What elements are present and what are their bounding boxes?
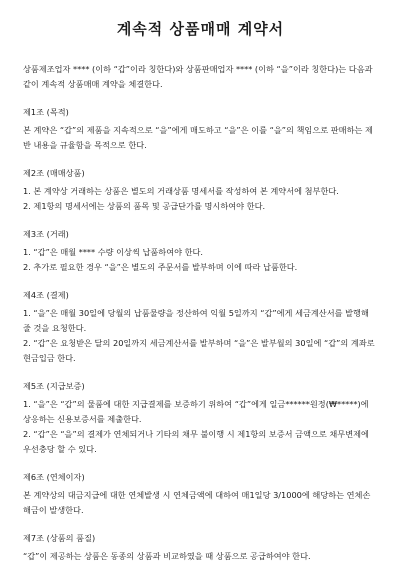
intro-paragraph: 상품제조업자 **** (이하 “갑”이라 칭한다)와 상품판매업자 **** (이하 “을”이라 칭한다)는 다음과 같이 계속적 상품매매 계약을 체결한다. xyxy=(23,64,373,89)
article-2 xyxy=(23,166,378,214)
article-heading: 제7조 (상품의 품질) xyxy=(23,533,96,543)
article-paragraph: 2. “갑”은 “을”의 결제가 연체되거나 기타의 채무 불이행 시 제1항의 보증서 금액으로 채무변제에 우선충당 할 수 있다. xyxy=(23,429,369,454)
article-paragraph: 1. 본 계약상 거래하는 상품은 별도의 거래상품 명세서를 작성하여 본 계약서에 첨부한다. xyxy=(23,186,339,196)
article-paragraph: 1. “갑”은 매월 **** 수량 이상씩 납품하여야 한다. xyxy=(23,247,204,257)
article-4 xyxy=(23,288,378,366)
article-paragraph: 2. 추가로 필요한 경우 “을”은 별도의 주문서를 발부하며 이에 따라 납품한다. xyxy=(23,262,298,272)
article-heading: 제2조 (매매상품) xyxy=(23,168,85,178)
article-paragraph: 본 계약은 “갑”의 제품을 지속적으로 “을”에게 매도하고 “을”은 이를 “을”의 책임으로 판매하는 제반 내용을 규율함을 목적으로 한다. xyxy=(23,125,373,150)
article-paragraph: 2. “갑”은 요청받은 달의 20일까지 세금계산서를 발부하며 “을”은 발부월의 30일에 “갑”의 계좌로 현금입금 한다. xyxy=(23,338,375,363)
article-paragraph: 1. “을”은 “갑”의 물품에 대한 지급결제를 보증하기 위하여 “갑”에게 일금******원정(₩*****)에 상응하는 신용보증서를 제출한다. xyxy=(23,399,369,424)
article-paragraph: 1. “을”은 매월 30일에 당월의 납품물량을 정산하여 익월 5일까지 “갑”에게 세금계산서를 발행해 줄 것을 요청한다. xyxy=(23,308,369,333)
article-3 xyxy=(23,227,378,275)
document-title: 계속적 상품매매 계약서 xyxy=(116,20,285,38)
article-heading: 제1조 (목적) xyxy=(23,107,69,117)
article-heading: 제4조 (결제) xyxy=(23,290,69,300)
article-paragraph: 2. 제1항의 명세서에는 상품의 품목 및 공급단가를 명시하여야 한다. xyxy=(23,201,266,211)
article-paragraph: “갑”이 제공하는 상품은 동종의 상품과 비교하였을 때 상품으로 공급하여야 한다. xyxy=(23,551,311,561)
article-heading: 제6조 (연체이자) xyxy=(23,472,85,482)
article-paragraph: 본 계약상의 대금지급에 대한 연체발생 시 연체금액에 대하여 매1일당 3/1000에 해당하는 연체손해금이 발생한다. xyxy=(23,490,371,515)
article-heading: 제5조 (지급보증) xyxy=(23,381,85,391)
article-7 xyxy=(23,531,378,564)
article-6 xyxy=(23,470,378,518)
article-5 xyxy=(23,379,378,457)
article-1 xyxy=(23,105,378,153)
article-heading: 제3조 (거래) xyxy=(23,229,69,239)
